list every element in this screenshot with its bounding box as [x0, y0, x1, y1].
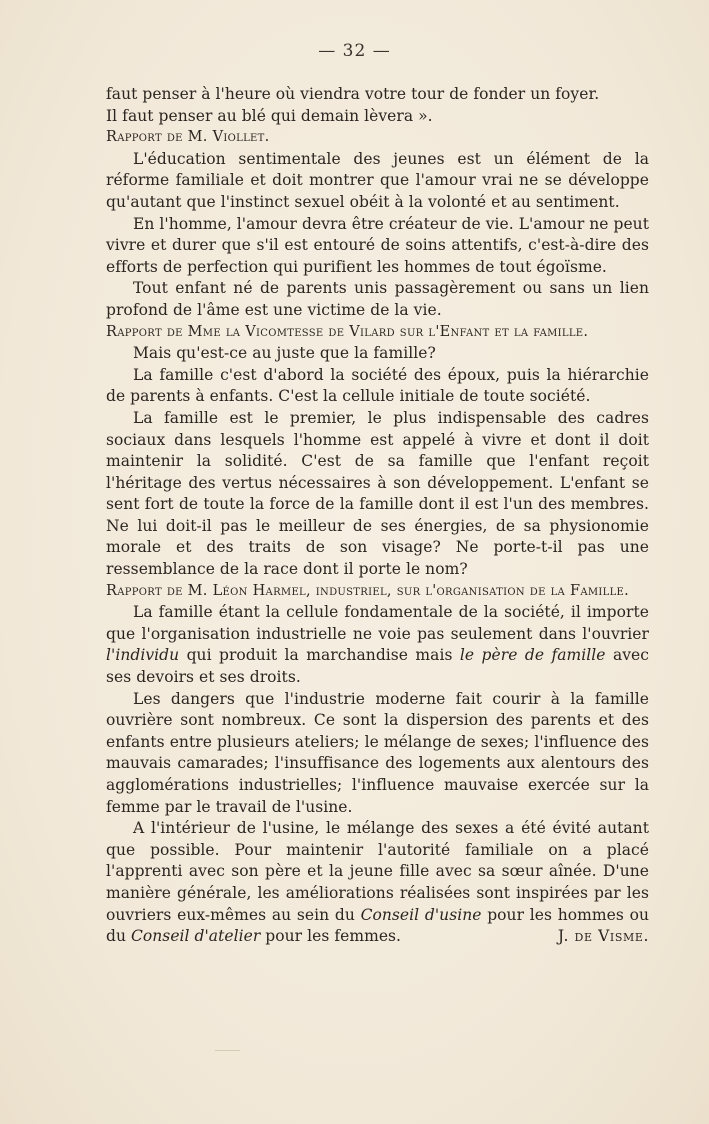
paragraph-continued-line-2: Il faut penser au blé qui demain lèvera ».	[106, 106, 433, 125]
paragraph-continued-line-1: faut penser à l'heure où viendra votre tour de fonder un foyer.	[106, 85, 600, 103]
text-run: La famille étant la cellule fondamentale de la société, il importe que l'organisation industrielle ne voie pas seulement dans l'ouvrier	[106, 603, 649, 643]
faint-rule	[215, 1050, 240, 1051]
italic-run: l'individu	[106, 646, 180, 665]
text-run: qui produit la marchandise mais	[179, 646, 460, 665]
paragraph: Mais qu'est-ce au juste que la famille?	[133, 344, 436, 363]
paragraph: Les dangers que l'industrie moderne fait courir à la famille ouvrière sont nombreux. Ce sont la dispersion des parents et des enfants entre plusieurs ateliers; le mélange de sexes; l'influence des mauvais camarades; l'insuffisance des logements aux alentours des agglomérations industrielles; l'influence mauvaise exercée sur la femme par le travail de l'usine.	[106, 689, 649, 816]
text-run: pour les hommes ou du	[106, 905, 649, 946]
text-run: pour les femmes.	[260, 927, 402, 946]
paragraph	[106, 602, 649, 688]
heading-text: Rapport de M. Léon Harmel, industriel, sur l'organisation de la Famille.	[106, 582, 630, 599]
signature: J. de Visme.	[557, 927, 649, 946]
paragraph	[106, 818, 649, 948]
text-run: avec ses devoirs et ses droits.	[106, 646, 649, 687]
body-text	[106, 84, 649, 948]
heading-text: Rapport de Mme la Vicomtesse de Vilard sur l'Enfant et la famille.	[106, 323, 589, 340]
paragraph: La famille est le premier, le plus indispensable des cadres sociaux dans lesquels l'homme est appelé à vivre et dont il doit maintenir la solidité. C'est de sa famille que l'enfant reçoit l'héritage des vertus nécessaires à son développement. L'enfant se sent fort de toute la force de la famille dont il est l'un des membres. Ne lui doit-il pas le meilleur de ses énergies, de sa physionomie morale et des traits de son visage? Ne porte-t-il pas une ressemblance de la race dont il porte le nom?	[106, 408, 649, 579]
text-run: A l'intérieur de l'usine, le mélange des sexes a été évité autant que possible. Pour maintenir l'autorité familiale on a placé l'apprenti avec son père et la jeune fille avec sa sœur aînée. D'une manière générale, les améliorations réalisées sont inspirées par les ouvriers eux-mêmes au sein du	[106, 819, 649, 924]
paragraph: L'éducation sentimentale des jeunes est un élément de la réforme familiale et doit montrer que l'amour vrai ne se développe qu'autant que l'instinct sexuel obéit à la volonté et au sentiment.	[106, 149, 649, 211]
heading-text: Rapport de M. Viollet.	[106, 129, 270, 146]
italic-run: Conseil d'atelier	[130, 927, 261, 946]
section-heading-viollet	[106, 127, 649, 149]
page-number: — 32 —	[318, 41, 391, 61]
paragraph: La famille c'est d'abord la société des époux, puis la hiérarchie de parents à enfants. C'est la cellule initiale de toute société.	[106, 365, 649, 406]
section-heading-harmel	[106, 581, 649, 603]
section-heading-vilard	[106, 322, 649, 344]
paragraph: En l'homme, l'amour devra être créateur de vie. L'amour ne peut vivre et durer que s'il est entouré de soins attentifs, c'est-à-dire des efforts de perfection qui purifient les hommes de tout égoïsme.	[106, 214, 649, 276]
italic-run: Conseil d'usine	[360, 905, 482, 924]
italic-run: le père de famille	[459, 646, 606, 665]
paragraph: Tout enfant né de parents unis passagèrement ou sans un lien profond de l'âme est une victime de la vie.	[106, 279, 649, 319]
